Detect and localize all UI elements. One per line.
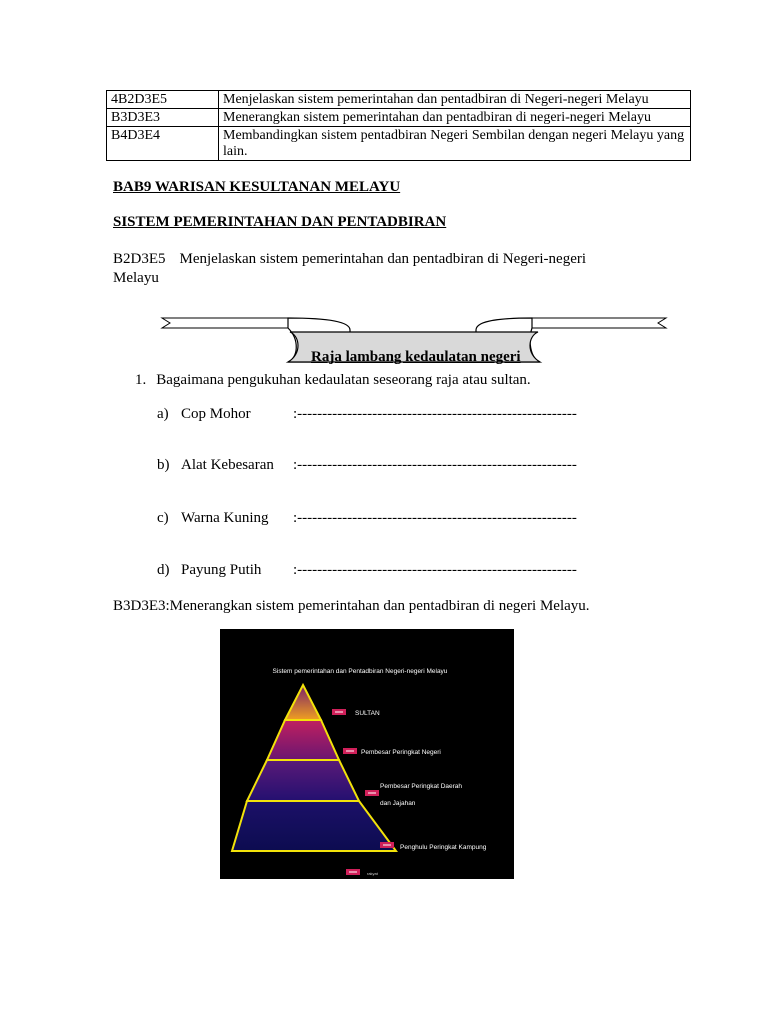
arrow-icon [380,842,394,848]
objective-code: 4B2D3E5 [107,91,219,109]
objective-code: B4D3E4 [107,127,219,161]
answer-blank[interactable]: :-------------------------------------------------------- [293,510,577,526]
objective-2: B3D3E3:Menerangkan sistem pemerintahan dan pentadbiran di negeri Melayu. [113,598,590,614]
objective-description: Membandingkan sistem pentadbiran Negeri Sembilan dengan negeri Melayu yang lain. [219,127,691,161]
pyramid-level-sultan [285,685,321,720]
question-1 [135,371,531,389]
answer-item-label: Payung Putih [181,562,262,578]
pyramid-label-negeri: Pembesar Peringkat Negeri [361,749,441,756]
objectives-table [106,90,691,161]
pyramid-label-daerah-1: Pembesar Peringkat Daerah [380,783,463,790]
question-number: 1. [135,372,147,388]
answer-item-label: Cop Mohor [181,406,251,422]
pyramid-level-daerah [247,760,359,801]
pyramid-label-kampung: Penghulu Peringkat Kampung [400,844,487,851]
pyramid-footnote: rakyat [367,871,378,876]
objective-description: Menerangkan sistem pemerintahan dan pentadbiran di negeri-negeri Melayu [219,109,691,127]
arrow-icon [346,869,360,875]
answer-blank[interactable]: :-------------------------------------------------------- [293,406,577,422]
arrow-icon [332,709,346,715]
answer-item-b: b) Alat Kebesaran :-------------------------------------------------------- [157,457,577,473]
pyramid-level-negeri [267,720,339,760]
answer-item-c: c) Warna Kuning :-------------------------------------------------------- [157,510,577,526]
arrow-icon [365,790,379,796]
chapter-title: BAB9 WARISAN KESULTANAN MELAYU [113,179,401,195]
section-title: SISTEM PEMERINTAHAN DAN PENTADBIRAN [113,214,447,230]
pyramid-figure [220,629,514,879]
table-row [107,109,691,127]
answer-blank[interactable]: :-------------------------------------------------------- [293,457,577,473]
banner-title: Raja lambang kedaulatan negeri [311,349,521,365]
pyramid-label-sultan: SULTAN [355,710,380,717]
answer-item-label: Warna Kuning [181,510,269,526]
answer-blank[interactable]: :-------------------------------------------------------- [293,562,577,578]
pyramid-label-daerah-2: dan Jajahan [380,800,416,807]
arrow-icon [343,748,357,754]
answer-item-label: Alat Kebesaran [181,457,274,473]
pyramid-level-kampung [232,801,396,851]
objective-1-continuation: Melayu [113,270,159,286]
table-row [107,91,691,109]
objective-code: B3D3E3 [107,109,219,127]
objective-description: Menjelaskan sistem pemerintahan dan pentadbiran di Negeri-negeri Melayu [219,91,691,109]
objective-1 [113,250,586,268]
table-row [107,127,691,161]
pyramid-title: Sistem pemerintahan dan Pentadbiran Negeri-negeri Melayu [272,668,448,675]
objective-1-text: Menjelaskan sistem pemerintahan dan pentadbiran di Negeri-negeri [179,251,587,267]
objective-1-code: B2D3E5 [113,251,166,267]
pyramid-svg [220,629,514,879]
question-text: Bagaimana pengukuhan kedaulatan seseorang raja atau sultan. [156,372,531,388]
answer-item-a: a) Cop Mohor :-------------------------------------------------------- [157,406,577,422]
answer-item-d: d) Payung Putih :-------------------------------------------------------- [157,562,577,578]
